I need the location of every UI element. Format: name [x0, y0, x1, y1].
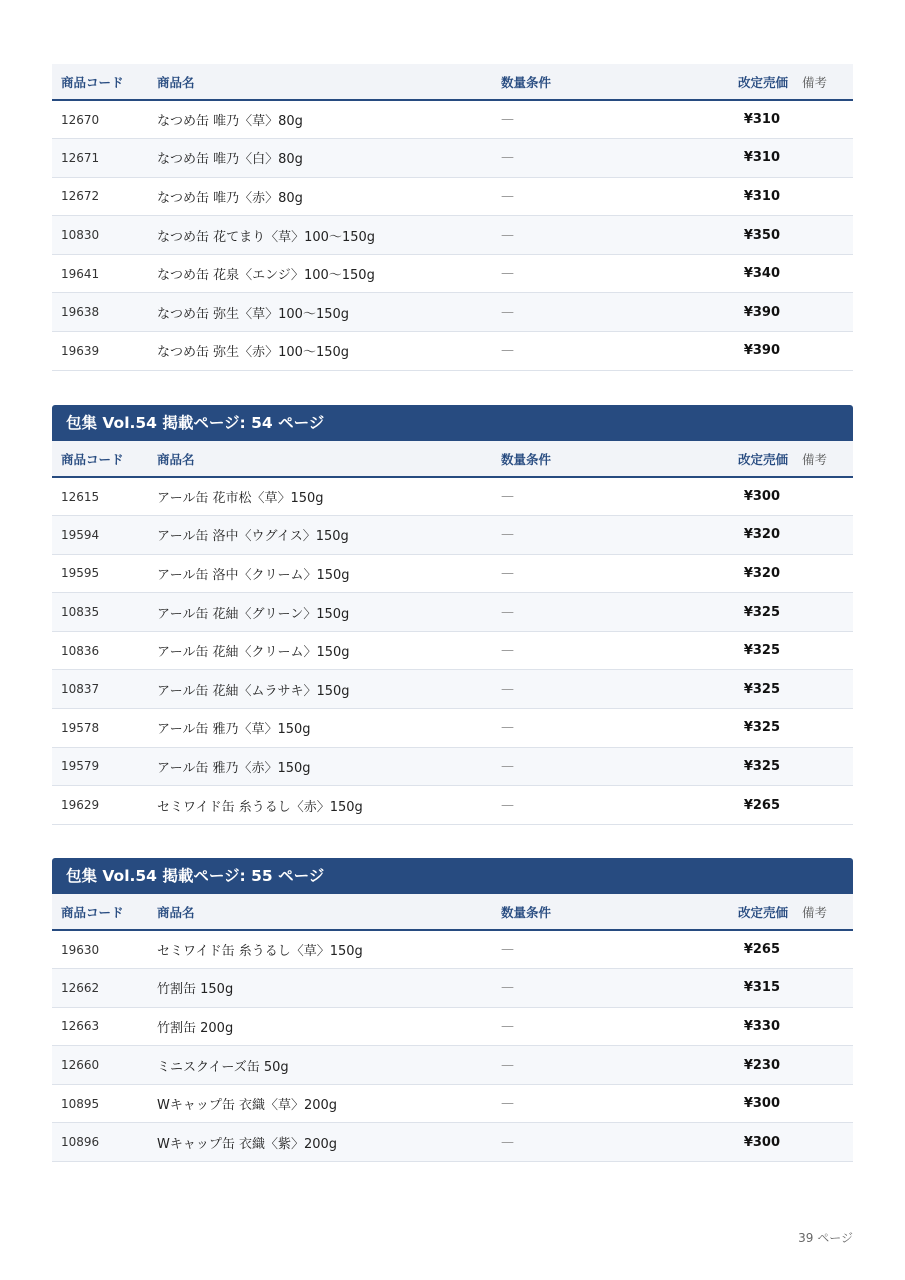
- product-code: 12662: [61, 980, 100, 995]
- product-code: 19638: [61, 305, 100, 320]
- remarks: [790, 631, 853, 670]
- product-name: なつめ缶 唯乃〈白〉80g: [157, 152, 303, 168]
- quantity-condition: —: [492, 747, 640, 786]
- product-code: 12671: [61, 150, 100, 165]
- table-row: [52, 1046, 853, 1085]
- product-code: 10830: [61, 228, 100, 243]
- product-code: 19639: [61, 343, 100, 358]
- product-name: なつめ缶 花てまり〈草〉100〜150g: [157, 229, 376, 245]
- table-row: [52, 139, 853, 178]
- revised-price: ¥315: [640, 969, 790, 1008]
- remarks: [790, 332, 853, 371]
- quantity-condition: —: [492, 177, 640, 216]
- table-row: [52, 1084, 853, 1123]
- table-row: [52, 969, 853, 1008]
- table-row: [52, 293, 853, 332]
- product-code: 10835: [61, 605, 100, 620]
- revised-price: ¥325: [640, 670, 790, 709]
- revised-price: ¥300: [640, 1123, 790, 1162]
- revised-price: ¥390: [640, 293, 790, 332]
- product-name: なつめ缶 弥生〈赤〉100〜150g: [157, 345, 350, 361]
- page-number: 39 ページ: [798, 1231, 853, 1245]
- price-section-1: [52, 64, 853, 371]
- product-name: Wキャップ缶 衣織〈草〉200g: [157, 1098, 338, 1114]
- quantity-condition: —: [492, 1046, 640, 1085]
- product-name: なつめ缶 弥生〈草〉100〜150g: [157, 306, 350, 322]
- table-row: [52, 332, 853, 371]
- quantity-condition: —: [492, 1123, 640, 1162]
- revised-price: ¥265: [640, 930, 790, 969]
- remarks: [790, 1084, 853, 1123]
- table-header-row: [52, 64, 853, 100]
- header-code: 商品コード: [61, 74, 124, 90]
- quantity-condition: —: [492, 786, 640, 825]
- quantity-condition: —: [492, 332, 640, 371]
- quantity-condition: —: [492, 139, 640, 178]
- revised-price: ¥230: [640, 1046, 790, 1085]
- header-code: 商品コード: [61, 451, 124, 467]
- remarks: [790, 1046, 853, 1085]
- product-code: 19579: [61, 759, 100, 774]
- table-row: [52, 670, 853, 709]
- remarks: [790, 293, 853, 332]
- header-note: 備考: [802, 904, 828, 920]
- header-name: 商品名: [157, 74, 195, 90]
- product-code: 12663: [61, 1019, 100, 1034]
- remarks: [790, 139, 853, 178]
- product-code: 19641: [61, 266, 100, 281]
- product-name: アール缶 雅乃〈草〉150g: [157, 722, 311, 738]
- product-name: 竹割缶 200g: [157, 1020, 234, 1036]
- remarks: [790, 216, 853, 255]
- price-table: [52, 441, 853, 825]
- product-name: Wキャップ缶 衣織〈紫〉200g: [157, 1136, 338, 1152]
- quantity-condition: —: [492, 709, 640, 748]
- quantity-condition: —: [492, 100, 640, 139]
- revised-price: ¥325: [640, 709, 790, 748]
- revised-price: ¥320: [640, 516, 790, 555]
- header-condition: 数量条件: [501, 74, 552, 90]
- product-name: アール缶 花紬〈クリーム〉150g: [157, 645, 350, 661]
- header-name: 商品名: [157, 904, 195, 920]
- header-condition: 数量条件: [501, 451, 552, 467]
- table-row: [52, 1007, 853, 1046]
- remarks: [790, 477, 853, 516]
- product-name: アール缶 洛中〈ウグイス〉150g: [157, 529, 349, 545]
- product-code: 19630: [61, 942, 100, 957]
- quantity-condition: —: [492, 593, 640, 632]
- table-row: [52, 593, 853, 632]
- revised-price: ¥310: [640, 100, 790, 139]
- product-name: アール缶 花紬〈ムラサキ〉150g: [157, 683, 350, 699]
- revised-price: ¥325: [640, 747, 790, 786]
- remarks: [790, 670, 853, 709]
- remarks: [790, 593, 853, 632]
- product-code: 19578: [61, 720, 100, 735]
- price-table: [52, 894, 853, 1162]
- table-row: [52, 786, 853, 825]
- product-name: 竹割缶 150g: [157, 982, 234, 998]
- revised-price: ¥325: [640, 631, 790, 670]
- product-name: なつめ缶 花泉〈エンジ〉100〜150g: [157, 268, 375, 284]
- quantity-condition: —: [492, 554, 640, 593]
- quantity-condition: —: [492, 930, 640, 969]
- header-note: 備考: [802, 74, 828, 90]
- product-code: 19594: [61, 527, 100, 542]
- remarks: [790, 177, 853, 216]
- header-note: 備考: [802, 451, 828, 467]
- header-code: 商品コード: [61, 904, 124, 920]
- product-name: アール缶 花市松〈草〉150g: [157, 491, 324, 507]
- product-name: セミワイド缶 糸うるし〈赤〉150g: [157, 799, 363, 815]
- remarks: [790, 709, 853, 748]
- table-row: [52, 747, 853, 786]
- remarks: [790, 516, 853, 555]
- price-section-2: [52, 405, 853, 825]
- revised-price: ¥300: [640, 477, 790, 516]
- remarks: [790, 1123, 853, 1162]
- revised-price: ¥330: [640, 1007, 790, 1046]
- price-table: [52, 64, 853, 371]
- table-row: [52, 254, 853, 293]
- revised-price: ¥265: [640, 786, 790, 825]
- quantity-condition: —: [492, 1084, 640, 1123]
- section-title: 包集 Vol.54 掲載ページ: 55 ページ: [52, 858, 853, 894]
- quantity-condition: —: [492, 1007, 640, 1046]
- table-row: [52, 631, 853, 670]
- quantity-condition: —: [492, 293, 640, 332]
- remarks: [790, 554, 853, 593]
- product-code: 10895: [61, 1096, 100, 1111]
- header-price: 改定売価: [737, 451, 788, 467]
- quantity-condition: —: [492, 254, 640, 293]
- product-code: 10896: [61, 1135, 100, 1150]
- table-row: [52, 177, 853, 216]
- remarks: [790, 100, 853, 139]
- revised-price: ¥390: [640, 332, 790, 371]
- product-code: 19629: [61, 798, 100, 813]
- header-name: 商品名: [157, 451, 195, 467]
- table-row: [52, 554, 853, 593]
- product-name: アール缶 洛中〈クリーム〉150g: [157, 567, 350, 583]
- revised-price: ¥350: [640, 216, 790, 255]
- table-row: [52, 930, 853, 969]
- product-name: なつめ缶 唯乃〈草〉80g: [157, 114, 303, 130]
- product-code: 12660: [61, 1058, 100, 1073]
- remarks: [790, 1007, 853, 1046]
- quantity-condition: —: [492, 216, 640, 255]
- quantity-condition: —: [492, 969, 640, 1008]
- quantity-condition: —: [492, 477, 640, 516]
- header-condition: 数量条件: [501, 904, 552, 920]
- table-row: [52, 516, 853, 555]
- product-code: 19595: [61, 566, 100, 581]
- table-row: [52, 1123, 853, 1162]
- quantity-condition: —: [492, 516, 640, 555]
- header-price: 改定売価: [737, 904, 788, 920]
- product-code: 12670: [61, 112, 100, 127]
- quantity-condition: —: [492, 631, 640, 670]
- table-header-row: [52, 894, 853, 930]
- remarks: [790, 969, 853, 1008]
- product-name: アール缶 雅乃〈赤〉150g: [157, 760, 311, 776]
- quantity-condition: —: [492, 670, 640, 709]
- revised-price: ¥340: [640, 254, 790, 293]
- revised-price: ¥310: [640, 177, 790, 216]
- table-row: [52, 216, 853, 255]
- remarks: [790, 786, 853, 825]
- product-name: アール缶 花紬〈グリーン〉150g: [157, 606, 350, 622]
- remarks: [790, 747, 853, 786]
- remarks: [790, 930, 853, 969]
- remarks: [790, 254, 853, 293]
- section-title: 包集 Vol.54 掲載ページ: 54 ページ: [52, 405, 853, 441]
- table-row: [52, 477, 853, 516]
- header-price: 改定売価: [737, 74, 788, 90]
- table-header-row: [52, 441, 853, 477]
- revised-price: ¥300: [640, 1084, 790, 1123]
- table-row: [52, 100, 853, 139]
- product-code: 12615: [61, 489, 100, 504]
- product-name: セミワイド缶 糸うるし〈草〉150g: [157, 944, 363, 960]
- product-name: ミニスクイーズ缶 50g: [157, 1059, 289, 1075]
- table-row: [52, 709, 853, 748]
- revised-price: ¥325: [640, 593, 790, 632]
- price-section-3: [52, 858, 853, 1162]
- product-code: 12672: [61, 189, 100, 204]
- product-code: 10836: [61, 643, 100, 658]
- revised-price: ¥320: [640, 554, 790, 593]
- product-name: なつめ缶 唯乃〈赤〉80g: [157, 190, 303, 206]
- revised-price: ¥310: [640, 139, 790, 178]
- product-code: 10837: [61, 682, 100, 697]
